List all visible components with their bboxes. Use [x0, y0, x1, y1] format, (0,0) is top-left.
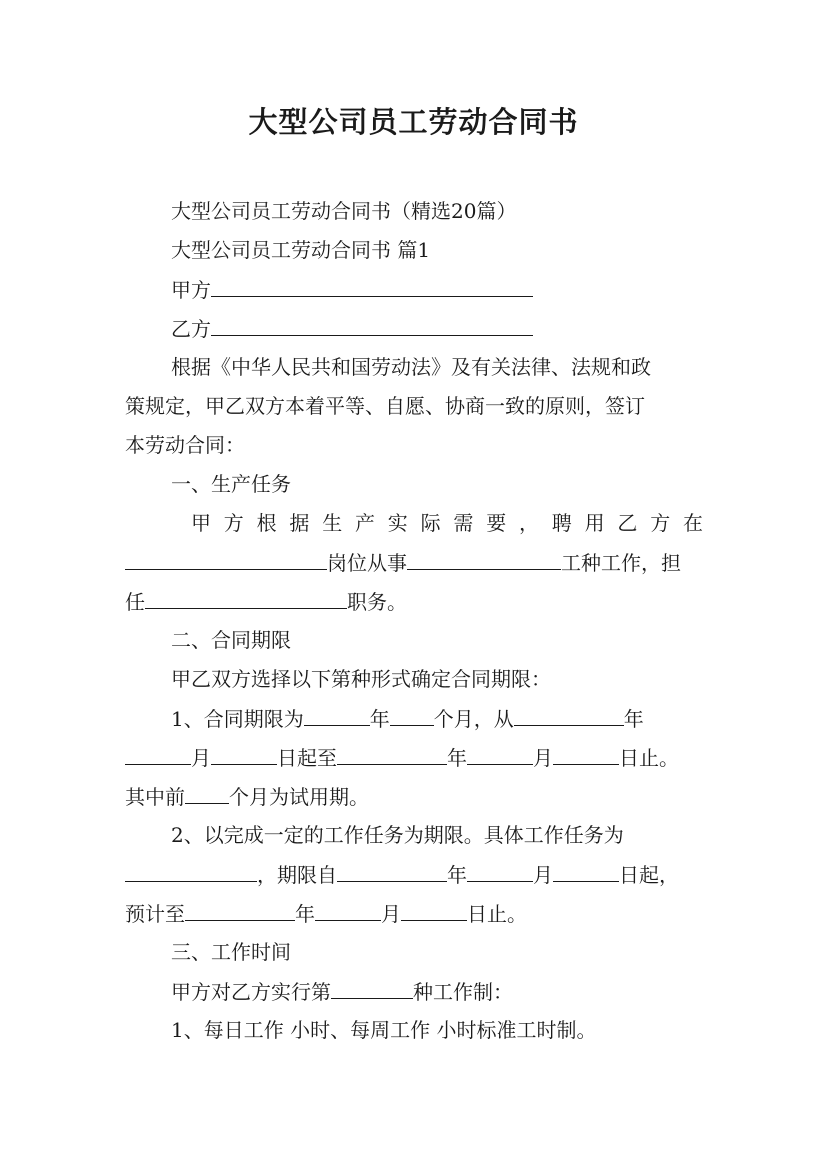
party-a-label: 甲方 [171, 278, 211, 302]
day-from-label: 日起至 [277, 746, 337, 770]
section-3-item-1: 1、每日工作 小时、每周工作 小时标准工时制。 [171, 1018, 597, 1042]
section-1-heading: 一、生产任务 [171, 472, 291, 496]
section-3-intro [171, 976, 513, 1007]
job-type-blank[interactable] [407, 547, 561, 570]
section-3-heading: 三、工作时间 [171, 940, 291, 964]
preamble-line-1: 根据《中华人民共和国劳动法》及有关法律、法规和政 [171, 355, 651, 379]
party-a-blank[interactable] [211, 274, 533, 297]
end-day-blank[interactable] [553, 742, 619, 765]
month-label: 月 [381, 902, 401, 926]
probation-label: 个月为试用期。 [229, 785, 369, 809]
term-years-blank[interactable] [304, 703, 370, 726]
month-from-label: 个月，从 [433, 707, 514, 731]
probation-prefix: 其中前 [125, 785, 185, 809]
month-label: 月 [533, 746, 553, 770]
term-line-2 [125, 742, 679, 773]
work-system-label: 种工作制： [413, 980, 513, 1004]
duty-blank[interactable] [145, 586, 347, 609]
work-system-prefix: 甲方对乙方实行第 [171, 980, 331, 1004]
day-end-label: 日止。 [619, 746, 679, 770]
year-label: 年 [295, 902, 315, 926]
term-label: 1、合同期限为 [171, 707, 304, 731]
party-b-line [171, 313, 533, 344]
year-label: 年 [447, 863, 467, 887]
task-start-day-blank[interactable] [553, 859, 619, 882]
section-2-intro: 甲乙双方选择以下第种形式确定合同期限： [171, 667, 551, 691]
section-1-line-3 [125, 586, 407, 617]
post-label: 岗位从事 [327, 551, 407, 575]
probation-months-blank[interactable] [185, 781, 229, 804]
end-month-blank[interactable] [467, 742, 533, 765]
period-from-label: ，期限自 [257, 863, 337, 887]
day-end-label: 日止。 [467, 902, 527, 926]
task-start-year-blank[interactable] [337, 859, 447, 882]
party-b-label: 乙方 [171, 317, 211, 341]
end-year-blank[interactable] [337, 742, 447, 765]
year-label: 年 [369, 707, 390, 731]
section-heading: 大型公司员工劳动合同书 篇1 [171, 238, 431, 262]
task-end-month-blank[interactable] [315, 898, 381, 921]
post-blank[interactable] [125, 547, 327, 570]
section-1-line-1: 甲方根据生产实际需要，聘用乙方在 [191, 511, 703, 535]
section-1-line-2 [125, 547, 681, 578]
task-term-line-1: 2、以完成一定的工作任务为期限。具体工作任务为 [171, 823, 624, 847]
preamble-line-2: 策规定，甲乙双方本着平等、自愿、协商一致的原则，签订 [125, 394, 645, 418]
term-months-blank[interactable] [390, 703, 434, 726]
start-year-blank[interactable] [514, 703, 624, 726]
task-blank[interactable] [125, 859, 257, 882]
month-label: 月 [533, 863, 553, 887]
task-end-day-blank[interactable] [401, 898, 467, 921]
term-line-3 [125, 781, 369, 812]
party-b-blank[interactable] [211, 313, 533, 336]
task-end-year-blank[interactable] [185, 898, 295, 921]
work-system-blank[interactable] [331, 976, 413, 999]
duty-prefix: 任 [125, 590, 145, 614]
start-month-blank[interactable] [125, 742, 191, 765]
party-a-line [171, 274, 533, 305]
task-term-line-2 [125, 859, 679, 890]
preamble-line-3: 本劳动合同： [125, 433, 245, 457]
duty-label: 职务。 [347, 590, 407, 614]
month-label: 月 [191, 746, 211, 770]
task-start-month-blank[interactable] [467, 859, 533, 882]
year-label: 年 [447, 746, 467, 770]
term-line-1 [171, 703, 644, 734]
year-label: 年 [623, 707, 644, 731]
day-from-label: 日起， [619, 863, 679, 887]
expected-until-label: 预计至 [125, 902, 185, 926]
subtitle: 大型公司员工劳动合同书（精选20篇） [171, 199, 517, 223]
section-2-heading: 二、合同期限 [171, 628, 291, 652]
job-type-label: 工种工作，担 [561, 551, 681, 575]
document-title: 大型公司员工劳动合同书 [248, 105, 579, 139]
start-day-blank[interactable] [211, 742, 277, 765]
task-term-line-3 [125, 898, 527, 929]
